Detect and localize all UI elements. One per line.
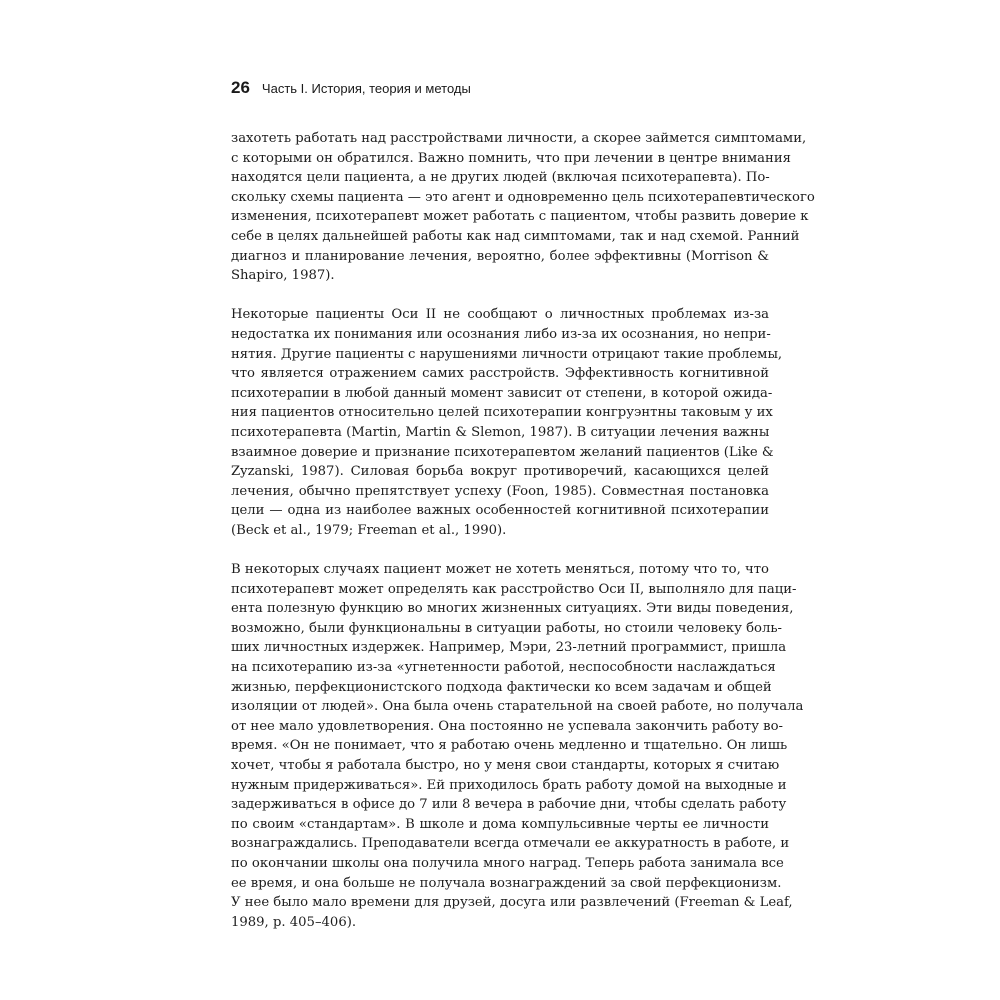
text-line: хочет, чтобы я работала быстро, но у меня свои стандарты, которых я считаю [231,758,780,773]
paragraph [231,305,783,540]
text-line: находятся цели пациента, а не других людей (включая психотерапевта). По- [231,170,770,186]
text-line: нужным придерживаться». Ей приходилось брать работу домой на выходные и [231,777,787,793]
text-line: изменения, психотерапевт может работать с пациентом, чтобы развить доверие к [231,209,809,225]
text-line: от нее мало удовлетворения. Она постоянно не успевала закончить работу во- [231,718,783,734]
text-line: по своим «стандартам». В школе и дома компульсивные черты ее личности [231,816,769,832]
page-number: 26 [231,78,250,97]
text-line: (Beck et al., 1979; Freeman et al., 1990). [231,522,507,538]
text-line: психотерапевта (Martin, Martin & Slemon, 1987). В ситуации лечения важны [231,424,770,440]
text-line: захотеть работать над расстройствами личности, а скорее займется симптомами, [231,131,807,146]
text-line: возможно, были функциональны в ситуации работы, но стоили человеку боль- [231,620,782,636]
text-line: недостатка их понимания или осознания либо из-за их осознания, но непри- [231,326,771,342]
text-line: время. «Он не понимает, что я работаю очень медленно и тщательно. Он лишь [231,738,788,754]
text-line: скольку схемы пациента — это агент и одновременно цель психотерапевтического [231,189,815,205]
text-line: на психотерапию из-за «угнетенности работой, неспособности наслаждаться [231,660,776,676]
text-line: ния пациентов относительно целей психотерапии конгруэнтны таковым у их [231,405,773,421]
running-head: Часть I. История, теория и методы [261,81,471,96]
text-line: ее время, и она больше не получала вознаграждений за свой перфекционизм. [231,875,782,891]
text-line: Zyzanski, 1987). Силовая борьба вокруг противоречий, касающихся целей [231,464,769,480]
text-line: В некоторых случаях пациент может не хотеть меняться, потому что то, что [231,562,769,578]
text-line: задерживаться в офисе до 7 или 8 вечера в рабочие дни, чтобы сделать работу [231,797,787,813]
text-line: Некоторые пациенты Оси II не сообщают о личностных проблемах из-за [231,307,769,323]
text-line: ента полезную функцию во многих жизненных ситуациях. Эти виды поведения, [231,601,794,617]
text-line: по окончании школы она получила много наград. Теперь работа занимала все [231,855,784,871]
text-line: психотерапии в любой данный момент зависит от степени, в которой ожида- [231,385,773,401]
text-line: себе в целях дальнейшей работы как над симптомами, так и над схемой. Ранний [231,228,800,244]
page-header [231,78,791,102]
text-line: цели — одна из наиболее важных особенностей когнитивной психотерапии [231,503,769,519]
text-line: жизнью, перфекционистского подхода фактически ко всем задачам и общей [231,679,772,695]
text-line: Shapiro, 1987). [231,268,335,284]
text-line: что является отражением самих расстройств. Эффективность когнитивной [231,366,769,382]
paragraph [231,129,815,286]
text-line: диагноз и планирование лечения, вероятно, более эффективны (Morrison & [231,248,769,264]
text-line: лечения, обычно препятствует успеху (Foon, 1985). Совместная постановка [231,483,769,499]
paragraph [231,560,804,932]
text-line: У нее было мало времени для друзей, досуга или развлечений (Freeman & Leaf, [231,895,793,911]
text-line: психотерапевт может определять как расстройство Оси II, выполняло для паци- [231,581,797,597]
text-line: 1989, p. 405–406). [231,914,357,930]
text-line: с которыми он обратился. Важно помнить, что при лечении в центре внимания [231,150,791,166]
text-line: взаимное доверие и признание психотерапевтом желаний пациентов (Like & [231,444,774,460]
text-line: изоляции от людей». Она была очень старательной на своей работе, но получала [231,699,804,715]
text-line: ших личностных издержек. Например, Мэри, 23-летний программист, пришла [231,640,787,656]
text-line: нятия. Другие пациенты с нарушениями личности отрицают такие проблемы, [231,346,783,362]
text-line: вознаграждались. Преподаватели всегда отмечали ее аккуратность в работе, и [231,836,790,852]
body-text [231,129,815,952]
